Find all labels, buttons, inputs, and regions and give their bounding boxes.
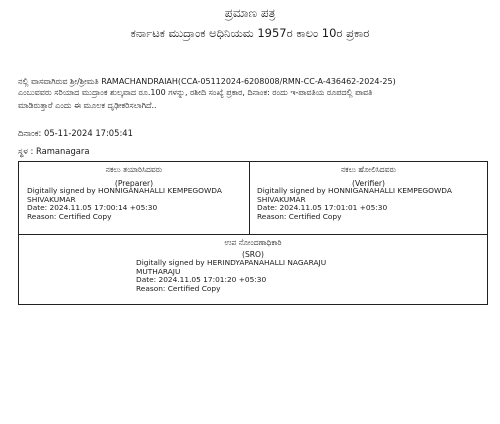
sro-sign-reason: Reason: Certified Copy xyxy=(136,283,221,293)
certificate-title: ಪ್ರಮಾಣ ಪತ್ರ xyxy=(224,6,276,20)
certificate-subtitle: ಕರ್ನಾಟಕ ಮುದ್ರಾಂಕ ಅಧಿನಿಯಮ 1957ರ ಕಾಲಂ 10ರ ಪ್ರಕಾರ xyxy=(130,26,370,40)
preparer-signed-by-cont: SHIVAKUMAR xyxy=(27,194,76,204)
preparer-signature xyxy=(27,187,222,221)
preparer-signed-by: Digitally signed by HONNIGANAHALLI KEMPEGOWDA xyxy=(27,186,222,195)
body-line-1: ನಲ್ಲಿ ವಾಸವಾಗಿರುವ ಶ್ರೀ/ಶ್ರೀಮತಿ RAMACHANDRAIAH(CCA-05112024-6208008/RMN-CC-A-436462-2024-25) xyxy=(18,77,396,86)
signature-table xyxy=(18,161,488,305)
verifier-sign-date: Date: 2024.11.05 17:01:01 +05:30 xyxy=(257,203,388,213)
verifier-signature xyxy=(257,187,452,221)
preparer-sign-date: Date: 2024.11.05 17:00:14 +05:30 xyxy=(27,203,158,213)
verifier-heading: ನಕಲು ಹೋಲಿಸಿದವರು xyxy=(340,165,397,174)
verifier-role: (Verifier) xyxy=(351,179,385,188)
body-line-3: ಮಾಡಿರುತ್ತಾರೆ ಎಂದು ಈ ಮೂಲಕ ದೃಢೀಕರಿಸಲಾಗಿದೆ.. xyxy=(18,101,157,110)
sro-signed-by: Digitally signed by HERINDYAPANAHALLI NAGARAJU xyxy=(136,258,327,267)
preparer-sign-reason: Reason: Certified Copy xyxy=(27,211,112,221)
verifier-signed-by-cont: SHIVAKUMAR xyxy=(257,194,306,204)
preparer-role: (Preparer) xyxy=(114,179,154,188)
issue-place: ಸ್ಥಳ : Ramanagara xyxy=(18,146,90,156)
verifier-signed-by: Digitally signed by HONNIGANAHALLI KEMPEGOWDA xyxy=(257,186,452,195)
verifier-sign-reason: Reason: Certified Copy xyxy=(257,211,342,221)
preparer-heading: ನಕಲು ತಯಾರಿಸಿದವರು xyxy=(105,165,163,174)
sro-signed-by-cont: MUTHARAJU xyxy=(136,266,181,276)
sro-role: (SRO) xyxy=(242,250,264,259)
body-line-2: ಎಂಬುವವರು ಸರಿಯಾದ ಮುದ್ರಾಂಕ ಶುಲ್ಕವಾದ ರೂ.100 ಗಳನ್ನು, ರಶೀದಿ ಸಂಖ್ಯೆ ಪ್ರಕಾರ, ದಿನಾಂಕ: ರಂದು ಇ-ಪಾವತಿಯ ರೂಪದಲ್ಲಿ ಪಾವತಿ xyxy=(18,88,373,97)
issue-date: ದಿನಾಂಕ: 05-11-2024 17:05:41 xyxy=(18,128,133,138)
sro-heading: ಉಪ ನೋಂದಣಾಧಿಕಾರಿ xyxy=(224,238,282,247)
sro-sign-date: Date: 2024.11.05 17:01:20 +05:30 xyxy=(136,275,267,285)
sro-signature xyxy=(136,259,326,293)
